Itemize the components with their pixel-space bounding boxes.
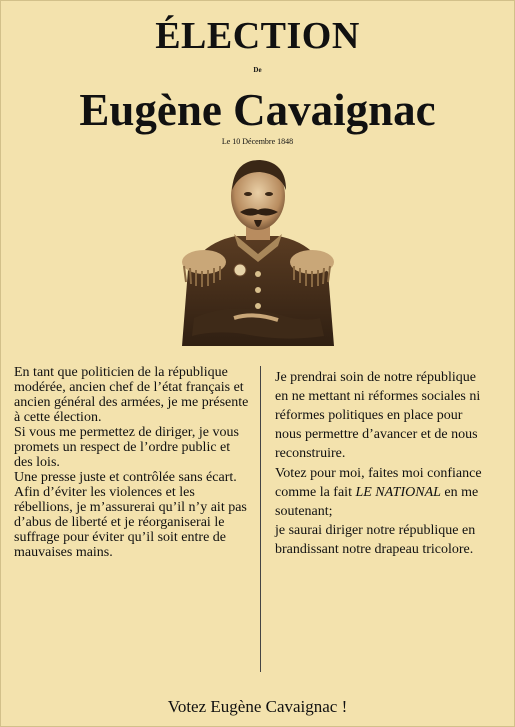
left-paragraph-3: Une presse juste et contrôlée sans écart. [14,470,237,485]
poster-de: De [253,66,262,74]
right-paragraph-1: Je prendrai soin de notre république en ne mettant ni réformes sociales ni réformes politiques en place pour nous permettre d’avancer et de nous reconstruire. [275,370,481,461]
right-column [275,368,485,559]
election-date: Le 10 Décembre 1848 [221,137,294,146]
footer-slogan: Votez Eugène Cavaignac ! [167,697,348,716]
portrait-image [174,150,340,354]
left-column [14,365,252,560]
left-paragraph-2: Si vous me permettez de diriger, je vous promets un respect de l’ordre public et des lois. [14,425,239,470]
column-divider [260,366,261,672]
right-paragraph-2-end: en me soutenant; [275,485,479,519]
newspaper-name: LE NATIONAL [355,485,441,500]
right-paragraph-3: je saurai diriger notre république en brandissant notre drapeau tricolore. [275,523,476,557]
poster-title: ÉLECTION [155,15,360,57]
candidate-name: Eugène Cavaignac [79,85,436,135]
left-paragraph-1: En tant que politicien de la république modérée, ancien chef de l’état français et ancien général des armées, je me présente à cette élection. [14,365,249,425]
right-paragraph-2-start: Votez pour moi, faites moi confiance comme la fait [275,466,482,500]
left-paragraph-4: Afin d’éviter les violences et les rébellions, je m’assurerai qu’il n’y ait pas d’abus de liberté et je réorganiserai le suffrage pour éviter qu’il soit entre de mauvaises mains. [14,485,247,560]
right-paragraph-2 [275,464,485,521]
